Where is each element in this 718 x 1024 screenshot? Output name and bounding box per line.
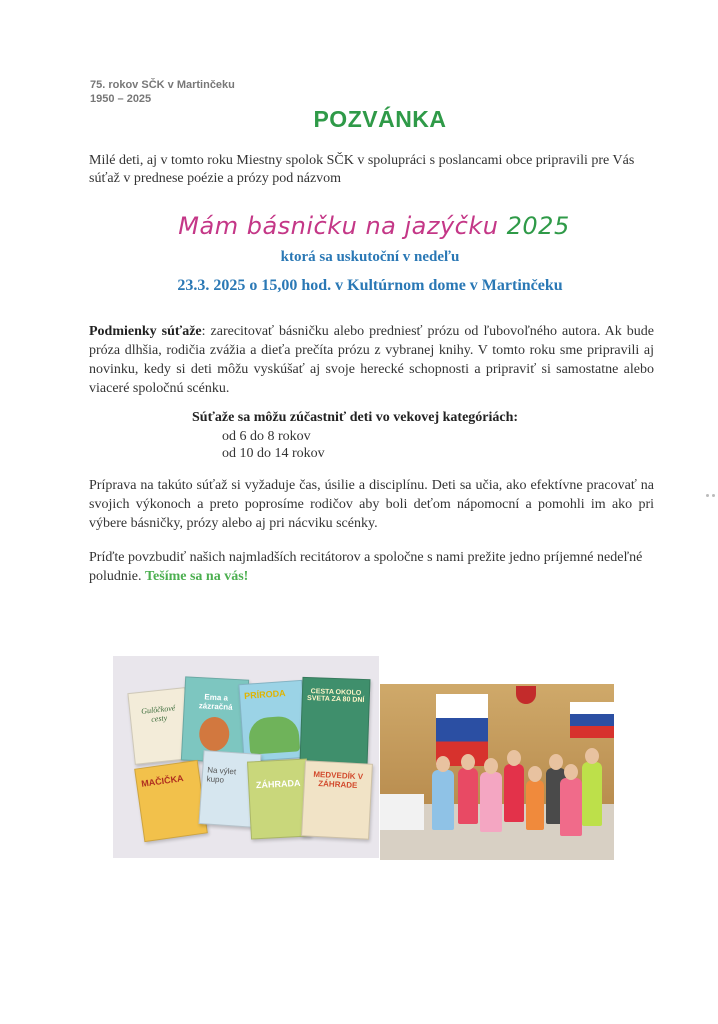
event-title bbox=[0, 212, 718, 240]
books-photo bbox=[113, 656, 379, 858]
event-year: 2025 bbox=[506, 212, 570, 240]
book-title: ZÁHRADA bbox=[255, 777, 301, 791]
book-title: MEDVEDÍK V ZÁHRADE bbox=[313, 769, 364, 791]
event-date-place: 23.3. 2025 o 15,00 hod. v Kultúrnom dome v Martinčeku bbox=[177, 277, 563, 294]
book-cover bbox=[301, 760, 373, 839]
conditions-label: Podmienky súťaže bbox=[89, 324, 202, 339]
scan-artifact bbox=[706, 494, 709, 497]
invitation-text: Príďte povzbudiť našich najmladších recitátorov a spoločne s nami prežite jedno príjemné nedeľné poludnie. bbox=[89, 550, 643, 584]
category-item: od 10 do 14 rokov bbox=[222, 446, 325, 461]
categories-heading: Súťaže sa môžu zúčastniť deti vo vekovej kategóriách: bbox=[192, 410, 519, 425]
conditions-text: : zarecitovať básničku alebo predniesť prózu od ľubovoľného autora. Ak bude próza dlhšia, rodičia zvážia a dieťa prečíta prózu z vybranej knihy. V tomto roku sme pripravili aj novinku, kedy si deti môžu vyskúšať aj svoje herecké schopnosti a pripraviť si samostatne alebo viaceré spoločnú scénku. bbox=[89, 324, 654, 396]
page-title: POZVÁNKA bbox=[313, 106, 447, 132]
years-line: 1950 – 2025 bbox=[90, 93, 152, 105]
book-title: Gulôčkové cesty bbox=[140, 703, 176, 724]
book-title: Na výlet kupo bbox=[206, 765, 237, 785]
scan-artifact bbox=[712, 494, 715, 497]
book-cover bbox=[238, 680, 307, 762]
children-photo bbox=[380, 684, 614, 860]
book-title: MAČIČKA bbox=[140, 773, 185, 789]
book-title: Ema a zázračná bbox=[198, 692, 233, 712]
org-line: 75. rokov SČK v Martinčeku bbox=[90, 79, 235, 91]
book-title: CESTA OKOLO SVETA ZA 80 DNÍ bbox=[306, 688, 365, 705]
preparation-paragraph: Príprava na takúto súťaž si vyžaduje čas, úsilie a disciplínu. Deti sa učia, ako efektívne pracovať na svojich výkonoch a preto poprosíme rodičov aby boli deťom nápomocní a pomohli im ako pri výbere básničky, prózy alebo aj pri nácviku scénky. bbox=[89, 478, 654, 531]
book-cover bbox=[134, 760, 208, 842]
table bbox=[380, 794, 424, 830]
book-cover bbox=[300, 677, 371, 765]
slovak-flag bbox=[570, 702, 614, 738]
invitation-greeting: Tešíme sa na vás! bbox=[145, 569, 249, 584]
event-name: Mám básničku na jazýčku bbox=[178, 212, 499, 240]
conditions-paragraph bbox=[89, 322, 654, 398]
book-title: PRÍRODA bbox=[243, 688, 286, 701]
invitation-paragraph bbox=[89, 548, 654, 586]
intro-paragraph: Milé deti, aj v tomto roku Miestny spolok SČK v spolupráci s poslancami obce pripravili pre Vás súťaž v prednese poézie a prózy pod názvom bbox=[89, 153, 635, 186]
header-org bbox=[90, 78, 235, 106]
event-subtitle: ktorá sa uskutoční v nedeľu bbox=[280, 249, 460, 265]
category-item: od 6 do 8 rokov bbox=[222, 429, 311, 444]
